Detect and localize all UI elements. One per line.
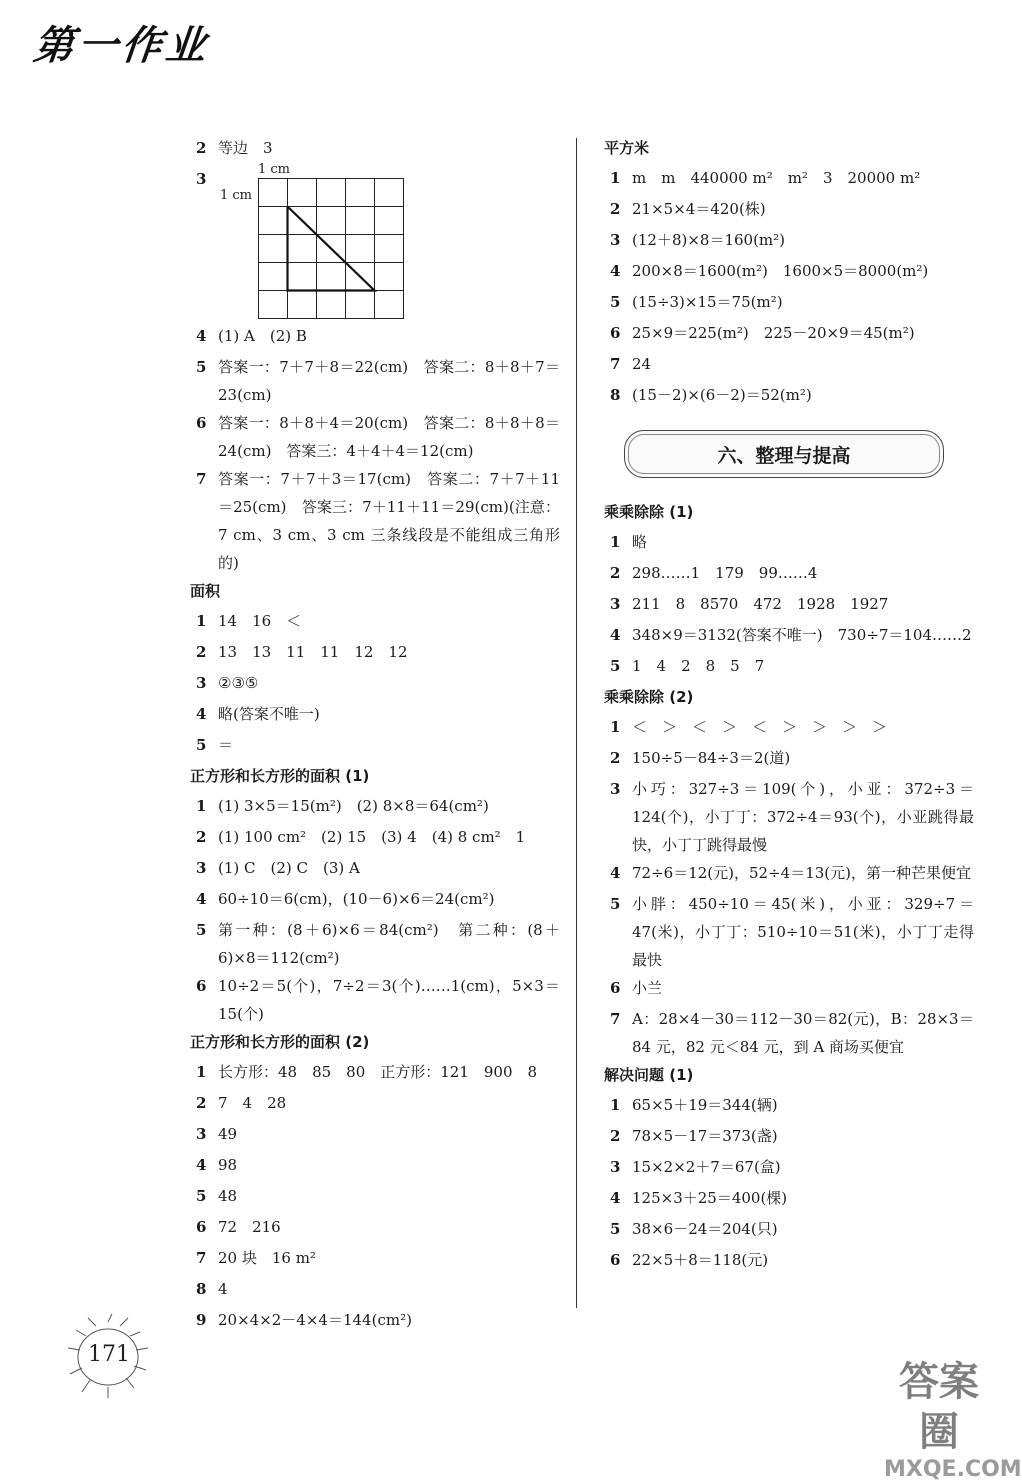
answer-row xyxy=(604,257,974,288)
answer-number: 3 xyxy=(610,231,621,249)
answer-text: 348×9＝3132(答案不唯一) 730÷7＝104……2 xyxy=(632,626,972,644)
answer-group xyxy=(604,713,974,1061)
answer-row xyxy=(604,775,974,859)
answer-row xyxy=(604,288,974,319)
answer-number: 6 xyxy=(196,1218,207,1236)
answer-text: (1) C (2) C (3) A xyxy=(218,859,360,877)
answer-text: 298……1 179 99……4 xyxy=(632,564,818,582)
answer-row xyxy=(604,744,974,775)
answer-row xyxy=(604,890,974,974)
answer-number: 7 xyxy=(610,1010,621,1028)
answer-number: 3 xyxy=(196,859,207,877)
answer-text: 13 13 11 11 12 12 xyxy=(218,643,408,661)
grid-figure xyxy=(218,162,560,322)
section-heading: 面积 xyxy=(190,582,221,600)
answer-text: (1) 3×5＝15(m²) (2) 8×8＝64(cm²) xyxy=(218,797,489,815)
answer-number: 1 xyxy=(610,533,621,551)
answer-text: 答案一：7＋7＋8＝22(cm) 答案二：8＋8＋7＝23(cm) xyxy=(218,358,560,404)
answer-text: 48 xyxy=(218,1187,238,1205)
answer-text: 15×2×2＋7＝67(盒) xyxy=(632,1158,781,1176)
answer-number: 4 xyxy=(610,626,621,644)
answer-text: 150÷5－84÷3＝2(道) xyxy=(632,749,791,767)
answer-row xyxy=(604,528,974,559)
answer-number: 2 xyxy=(196,643,207,661)
answer-number: 5 xyxy=(196,1187,207,1205)
answer-text: A：28×4－30＝112－30＝82(元)，B：28×3＝84 元，82 元＜84 元，到 A 商场买便宜 xyxy=(632,1010,974,1056)
answer-row xyxy=(604,195,974,226)
answer-group xyxy=(604,528,974,683)
watermark xyxy=(884,1357,1022,1482)
answer-number: 5 xyxy=(610,657,621,675)
answer-number: 1 xyxy=(610,718,621,736)
answer-text: 小巧：327÷3＝109(个)，小亚：372÷3＝124(个)，小丁丁：372÷4＝93(个)，小亚跳得最快，小丁丁跳得最慢 xyxy=(632,780,974,854)
answer-text: 1 4 2 8 5 7 xyxy=(632,657,765,675)
answer-row xyxy=(604,621,974,652)
answer-row xyxy=(190,854,560,885)
answer-row xyxy=(190,134,560,165)
answer-text: 14 16 ＜ xyxy=(218,612,302,630)
answer-row xyxy=(604,590,974,621)
answer-text: 略 xyxy=(632,533,648,551)
answer-number: 3 xyxy=(196,170,207,188)
grid-unit-left: 1 cm xyxy=(220,188,253,203)
answer-text: 125×3＋25＝400(棵) xyxy=(632,1189,788,1207)
answer-number: 1 xyxy=(610,1096,621,1114)
answer-number: 5 xyxy=(196,358,207,376)
answer-row xyxy=(190,1182,560,1213)
answer-number: 7 xyxy=(196,470,207,488)
answer-text: 211 8 8570 472 1928 1927 xyxy=(632,595,889,613)
answer-row xyxy=(190,669,560,700)
watermark-url: MXQE.COM xyxy=(884,1457,1022,1482)
answer-row xyxy=(604,713,974,744)
answer-row xyxy=(190,1089,560,1120)
answer-row xyxy=(604,226,974,257)
answer-row xyxy=(604,859,974,890)
answer-number: 4 xyxy=(610,1189,621,1207)
page-number-badge xyxy=(58,1312,158,1402)
answer-row xyxy=(190,792,560,823)
section-heading: 乘乘除除 (1) xyxy=(604,503,694,521)
answer-number: 4 xyxy=(196,890,207,908)
answer-row xyxy=(604,1153,974,1184)
answer-number: 8 xyxy=(196,1280,207,1298)
answer-text: 22×5＋8＝118(元) xyxy=(632,1251,769,1269)
answer-row xyxy=(190,823,560,854)
answer-number: 9 xyxy=(196,1311,207,1329)
answer-row xyxy=(190,916,560,972)
answer-number: 3 xyxy=(610,595,621,613)
answer-text: 24 xyxy=(632,355,652,373)
answer-row xyxy=(604,350,974,381)
answer-text: 第一种：(8＋6)×6＝84(cm²) 第二种：(8＋6)×8＝112(cm²) xyxy=(218,921,560,967)
answer-number: 6 xyxy=(196,977,207,995)
section-heading: 解决问题 (1) xyxy=(604,1066,694,1084)
answer-number: 7 xyxy=(196,1249,207,1267)
answer-row xyxy=(190,1058,560,1089)
answer-text: 略(答案不唯一) xyxy=(218,705,320,723)
answer-row xyxy=(604,381,974,412)
answer-text: 21×5×4＝420(株) xyxy=(632,200,766,218)
answer-row xyxy=(190,1120,560,1151)
answer-text: 200×8＝1600(m²) 1600×5＝8000(m²) xyxy=(632,262,929,280)
answer-number: 2 xyxy=(610,1127,621,1145)
grid-triangle-diagram xyxy=(258,178,406,320)
answer-text: ②③⑤ xyxy=(218,674,259,692)
section-heading: 乘乘除除 (2) xyxy=(604,688,694,706)
answer-text: 4 xyxy=(218,1280,228,1298)
answer-number: 6 xyxy=(610,324,621,342)
answer-row xyxy=(604,1091,974,1122)
answer-text: ＜ ＞ ＜ ＞ ＜ ＞ ＞ ＞ ＞ xyxy=(632,718,888,736)
answer-row xyxy=(190,700,560,731)
answer-row xyxy=(190,1306,560,1337)
answer-number: 2 xyxy=(610,749,621,767)
answer-text: 72÷6＝12(元)，52÷4＝13(元)，第一种芒果便宜 xyxy=(632,864,971,882)
chapter-banner xyxy=(624,430,944,478)
grid-unit-top: 1 cm xyxy=(258,162,291,177)
answer-number: 3 xyxy=(196,1125,207,1143)
answer-number: 2 xyxy=(610,564,621,582)
answer-number: 2 xyxy=(196,139,207,157)
answer-row xyxy=(604,319,974,350)
answer-text: 等边 3 xyxy=(218,139,273,157)
answer-row xyxy=(190,1244,560,1275)
answer-row xyxy=(190,607,560,638)
answer-group xyxy=(604,1091,974,1277)
chapter-title: 六、整理与提高 xyxy=(717,444,851,467)
answer-text: 72 216 xyxy=(218,1218,281,1236)
answer-number: 4 xyxy=(196,327,207,345)
answer-text: (15－2)×(6－2)＝52(m²) xyxy=(632,386,812,404)
answer-number: 3 xyxy=(196,674,207,692)
left-column xyxy=(190,134,560,1337)
answer-number: 5 xyxy=(196,921,207,939)
answer-number: 6 xyxy=(610,1251,621,1269)
answer-group xyxy=(190,322,560,577)
answer-text: (15÷3)×15＝75(m²) xyxy=(632,293,783,311)
section-heading: 正方形和长方形的面积 (2) xyxy=(190,1033,370,1051)
page-number: 171 xyxy=(88,1342,130,1367)
answer-number: 2 xyxy=(196,828,207,846)
answer-number: 4 xyxy=(196,1156,207,1174)
answer-row xyxy=(604,974,974,1005)
section-heading: 平方米 xyxy=(604,139,650,157)
answer-row xyxy=(190,731,560,762)
answer-text: 小兰 xyxy=(632,979,663,997)
answer-number: 1 xyxy=(196,1063,207,1081)
answer-text: 小胖：450÷10＝45(米)，小亚：329÷7＝47(米)，小丁丁：510÷10＝51(米)，小丁丁走得最快 xyxy=(632,895,974,969)
answer-row xyxy=(604,1184,974,1215)
answer-text: 25×9＝225(m²) 225－20×9＝45(m²) xyxy=(632,324,915,342)
answer-text: 7 4 28 xyxy=(218,1094,287,1112)
right-column xyxy=(604,134,974,1277)
answer-row xyxy=(604,652,974,683)
answer-row xyxy=(604,1246,974,1277)
answer-group xyxy=(190,792,560,1028)
answer-row xyxy=(190,465,560,577)
answer-text: 长方形：48 85 80 正方形：121 900 8 xyxy=(218,1063,538,1081)
answer-row xyxy=(190,1275,560,1306)
answer-number: 4 xyxy=(610,864,621,882)
answer-number: 3 xyxy=(610,1158,621,1176)
answer-row xyxy=(604,1215,974,1246)
answer-row xyxy=(190,322,560,353)
answer-number: 5 xyxy=(610,895,621,913)
answer-row xyxy=(604,1005,974,1061)
answer-group xyxy=(190,607,560,762)
answer-number: 6 xyxy=(196,414,207,432)
answer-number: 6 xyxy=(610,979,621,997)
answer-number: 3 xyxy=(610,780,621,798)
answer-text: ＝ xyxy=(218,736,234,754)
answer-text: 20×4×2－4×4＝144(cm²) xyxy=(218,1311,412,1329)
answer-number: 1 xyxy=(196,612,207,630)
answer-row xyxy=(190,1151,560,1182)
answer-text: 20 块 16 m² xyxy=(218,1249,316,1267)
answer-text: 98 xyxy=(218,1156,238,1174)
answer-number: 4 xyxy=(610,262,621,280)
answer-number: 2 xyxy=(610,200,621,218)
answer-text: m m 440000 m² m² 3 20000 m² xyxy=(632,169,921,187)
answer-row xyxy=(604,559,974,590)
answer-number: 5 xyxy=(610,293,621,311)
answer-number: 8 xyxy=(610,386,621,404)
watermark-logo: 答案圈 xyxy=(899,1359,979,1455)
answer-number: 1 xyxy=(196,797,207,815)
answer-text: 49 xyxy=(218,1125,238,1143)
answer-row xyxy=(190,353,560,409)
answer-group xyxy=(190,1058,560,1337)
answer-group xyxy=(604,164,974,412)
answer-number: 4 xyxy=(196,705,207,723)
column-divider xyxy=(576,138,577,1308)
answer-row xyxy=(190,885,560,916)
answer-number: 1 xyxy=(610,169,621,187)
answer-row xyxy=(604,1122,974,1153)
answer-row xyxy=(604,164,974,195)
answer-text: 78×5－17＝373(盏) xyxy=(632,1127,778,1145)
brand-logo: 第一作业 xyxy=(31,23,213,69)
section-heading: 正方形和长方形的面积 (1) xyxy=(190,767,370,785)
answer-text: (12＋8)×8＝160(m²) xyxy=(632,231,786,249)
answer-text: 38×6－24＝204(只) xyxy=(632,1220,778,1238)
answer-text: 60÷10＝6(cm)，(10－6)×6＝24(cm²) xyxy=(218,890,495,908)
answer-number: 2 xyxy=(196,1094,207,1112)
answer-row xyxy=(190,972,560,1028)
answer-text: 答案一：7＋7＋3＝17(cm) 答案二：7＋7＋11＝25(cm) 答案三：7＋11＋11＝29(cm)(注意：7 cm、3 cm、3 cm 三条线段是不能组成三角形的) xyxy=(218,470,560,572)
answer-row xyxy=(190,638,560,669)
answer-number: 5 xyxy=(610,1220,621,1238)
answer-text: 答案一：8＋8＋4＝20(cm) 答案二：8＋8＋8＝24(cm) 答案三：4＋4＋4＝12(cm) xyxy=(218,414,560,460)
answer-text: 65×5＋19＝344(辆) xyxy=(632,1096,778,1114)
answer-row xyxy=(190,1213,560,1244)
answer-number: 5 xyxy=(196,736,207,754)
answer-row xyxy=(190,409,560,465)
answer-text: (1) 100 cm² (2) 15 (3) 4 (4) 8 cm² 1 xyxy=(218,828,526,846)
answer-number: 7 xyxy=(610,355,621,373)
answer-text: (1) A (2) B xyxy=(218,327,307,345)
answer-text: 10÷2＝5(个)，7÷2＝3(个)……1(cm)，5×3＝15(个) xyxy=(218,977,560,1023)
